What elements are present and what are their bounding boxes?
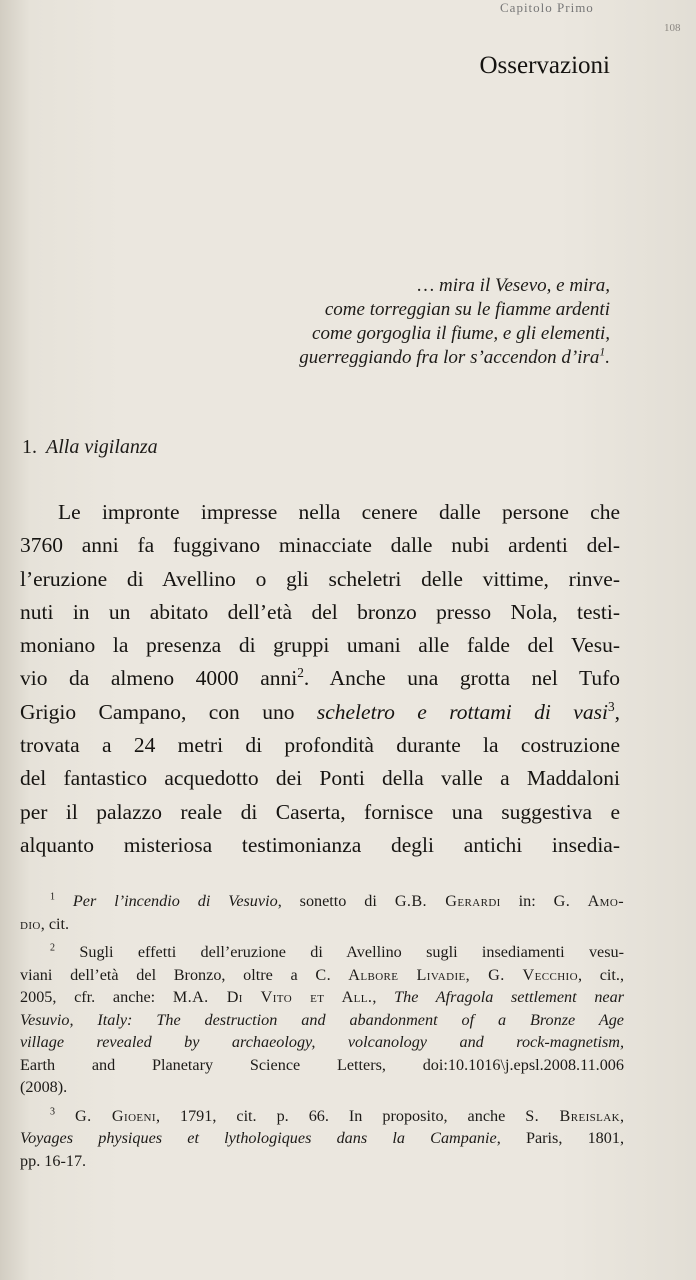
subsection-heading <box>22 436 158 459</box>
author-name: dio <box>20 914 41 933</box>
footnote-line <box>20 913 624 936</box>
body-paragraph <box>20 496 620 862</box>
footnote-line: Earth and Planetary Science Letters, doi:10.1016\j.epsl.2008.11.006 <box>20 1055 624 1074</box>
body-line <box>20 662 620 695</box>
footnote-text: , <box>372 988 395 1006</box>
footnote-line <box>20 941 624 964</box>
body-line <box>20 696 620 729</box>
section-heading: Osservazioni <box>479 52 610 79</box>
footnote-line: Vesuvio, Italy: The destruction and abandonment of a Bronze Age <box>20 1010 624 1029</box>
body-line: del fantastico acquedotto dei Ponti della valle a Maddaloni <box>20 766 620 791</box>
author-name: G. Gioeni <box>75 1106 156 1125</box>
footnote-text: , Paris, 1801, <box>496 1129 624 1147</box>
footnote-text: , cit., <box>577 965 624 984</box>
footnote-line <box>20 1127 624 1150</box>
epigraph-text: guerreggiando fra lor s’accendon d’ira <box>299 347 600 368</box>
footnote-line: village revealed by archaeology, volcanology and rock-magnetism, <box>20 1033 624 1051</box>
footnote-text: , sonetto di <box>277 892 395 910</box>
epigraph-line: come torreggian su le fiamme ardenti <box>324 299 610 320</box>
footnote-text: viani dell’età del Bronzo, oltre a <box>20 965 316 984</box>
subsection-title: Alla vigilanza <box>46 436 158 458</box>
body-line: trovata a 24 metri di profondità durante la costruzione <box>20 733 620 758</box>
footnote-number: 1 <box>50 891 56 903</box>
footnote-number: 2 <box>50 942 56 954</box>
footnote-text: , cit. <box>40 914 70 933</box>
author-name: M.A. Di Vito et All. <box>172 988 373 1006</box>
author-name: G. Amo- <box>553 892 624 910</box>
footnote-line: pp. 16-17. <box>20 1151 87 1170</box>
footnotes <box>20 890 624 1178</box>
work-title: The Afragola settlement near <box>394 988 624 1006</box>
running-head: Capitolo Primo <box>500 0 594 15</box>
author-name: G.B. Gerardi <box>394 892 501 910</box>
footnote-ref: 2 <box>297 665 304 681</box>
body-line: l’eruzione di Avellino o gli scheletri delle vittime, rinve- <box>20 566 620 591</box>
footnote-text: , 1791, cit. p. 66. In proposito, anche <box>155 1106 526 1125</box>
epigraph-line: guerreggiando fra lor s’accendon d’ira$^1$. <box>299 345 610 368</box>
body-line: alquanto misteriosa testimonianza degli antichi insedia- <box>20 832 620 857</box>
footnote-1 <box>20 890 624 935</box>
body-quote: scheletro e rottami di vasi <box>316 699 608 724</box>
epigraph <box>190 274 610 370</box>
footnote-line <box>20 1105 624 1128</box>
body-line: Le impronte impresse nella cenere dalle persone che <box>58 500 620 524</box>
footnote-3 <box>20 1105 624 1173</box>
body-line: nuti in un abitato dell’età del bronzo presso Nola, testi- <box>20 599 620 624</box>
footnote-number: 3 <box>50 1106 56 1118</box>
body-text: , <box>614 699 620 724</box>
body-text: vio da almeno 4000 anni <box>20 666 298 691</box>
footnote-line <box>20 986 624 1009</box>
footnote-text: Sugli effetti dell’eruzione di Avellino sugli insediamenti vesu- <box>79 943 625 961</box>
footnote-text: , <box>619 1106 624 1125</box>
epigraph-line: come gorgoglia il fiume, e gli elementi, <box>312 323 610 344</box>
epigraph-line: … mira il Vesevo, e mira, <box>417 275 610 296</box>
footnote-ref: 3 <box>607 698 615 714</box>
work-title: Voyages physiques et lythologiques dans la Campanie <box>20 1129 497 1147</box>
footnote-text: in: <box>500 892 554 910</box>
body-line: per il palazzo reale di Caserta, fornisce una suggestiva e <box>20 799 620 824</box>
work-title: Per l’incendio di Vesuvio <box>72 892 278 910</box>
footnote-line <box>20 890 624 913</box>
subsection-number: 1. <box>22 436 37 458</box>
body-line: 3760 anni fa fuggivano minacciate dalle nubi ardenti del- <box>20 533 620 558</box>
page-number: 108 <box>664 22 681 34</box>
footnote-line: (2008). <box>20 1078 68 1096</box>
author-name: C. Albore Livadie, G. Vecchio <box>315 965 578 984</box>
footnote-line <box>20 964 624 987</box>
author-name: S. Breislak <box>525 1106 620 1125</box>
body-line: moniano la presenza di gruppi umani alle falde del Vesu- <box>20 633 620 658</box>
body-text: . Anche una grotta nel Tufo <box>303 666 620 691</box>
footnote-ref: 1 <box>599 345 606 359</box>
body-text: Grigio Campano, con uno <box>20 699 317 724</box>
footnote-2 <box>20 941 624 1099</box>
footnote-text: 2005, cfr. anche: <box>20 988 173 1006</box>
